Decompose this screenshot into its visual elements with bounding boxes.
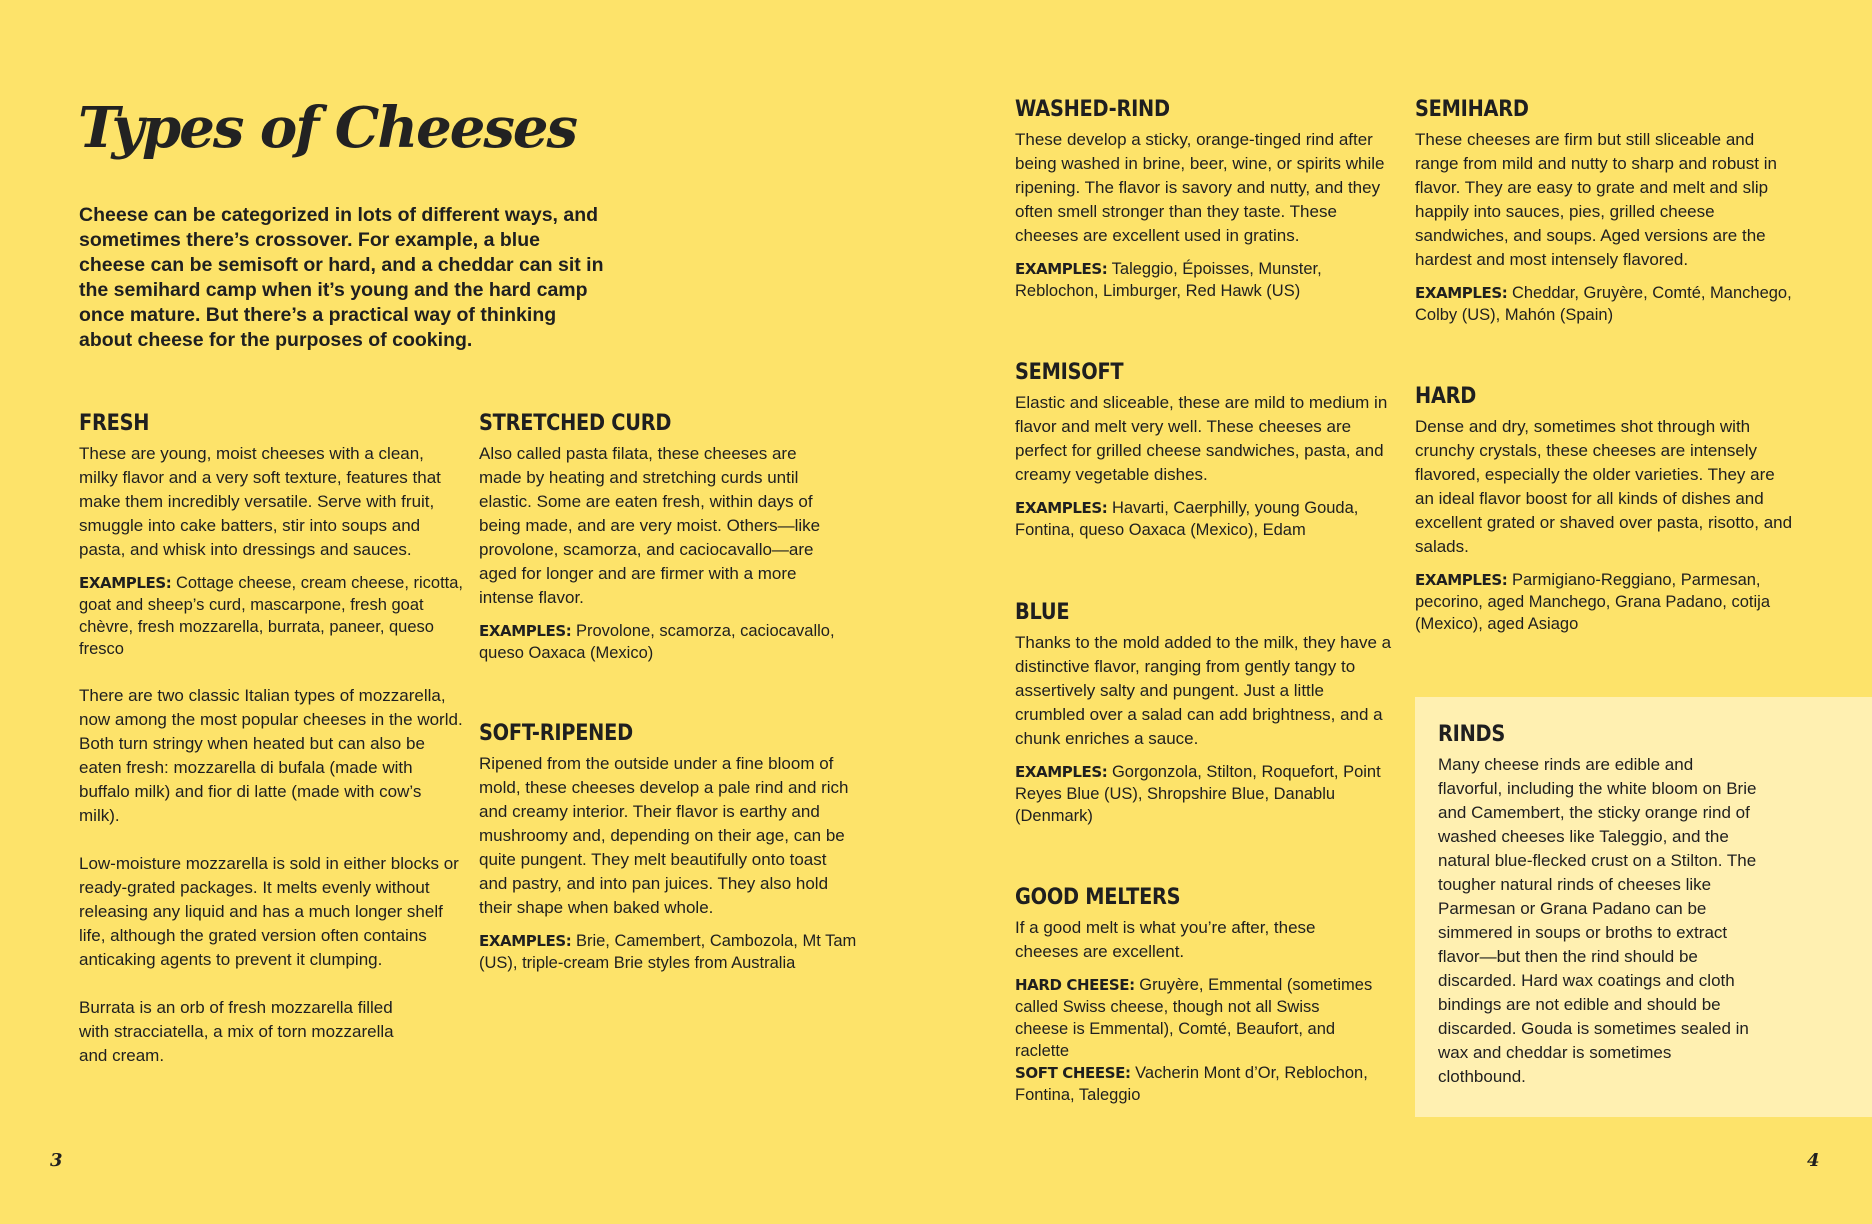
fresh-paragraph-mozzarella: There are two classic Italian types of mozzarella, now among the most popular cheeses in the world. Both turn stringy when heated but can also be eaten fresh: mozzarella di bufala (made with buffalo milk) and fior di latte (made with cow’s milk). bbox=[79, 686, 463, 825]
section-semihard bbox=[1415, 97, 1795, 326]
section-body: Ripened from the outside under a fine bloom of mold, these cheeses develop a pale rind and rich and creamy interior. Their flavor is earthy and mushroomy and, depending on their age, can be quite pungent. They melt beautifully onto toast and pastry, and into pan juices. They also hold their shape when baked whole. bbox=[479, 754, 849, 917]
rinds-body: Many cheese rinds are edible and flavorful, including the white bloom on Brie and Camembert, the sticky orange rind of washed cheeses like Taleggio, and the natural blue-flecked crust on a Stilton. The tougher natural rinds of cheeses like Parmesan or Grana Padano can be simmered in soups or broths to extract flavor—but then the rind should be discarded. Hard wax coatings and cloth bindings are not edible and should be discarded. Gouda is sometimes sealed in wax and cheddar is sometimes clothbound. bbox=[1438, 755, 1757, 1086]
section-examples: EXAMPLES: Provolone, scamorza, caciocavallo, queso Oaxaca (Mexico) bbox=[479, 622, 835, 662]
section-body: These are young, moist cheeses with a clean, milky flavor and a very soft texture, features that make them incredibly versatile. Serve with fruit, smuggle into cake batters, stir into soups and pasta, and whisk into dressings and sauces. bbox=[79, 444, 441, 559]
section-stretched-curd bbox=[479, 411, 859, 664]
section-examples: EXAMPLES: Gorgonzola, Stilton, Roquefort, Point Reyes Blue (US), Shropshire Blue, Danablu (Denmark) bbox=[1015, 763, 1381, 825]
section-examples: EXAMPLES: Cottage cheese, cream cheese, ricotta, goat and sheep’s curd, mascarpone, fresh goat chèvre, fresh mozzarella, burrata, paneer, queso fresco bbox=[79, 574, 464, 658]
section-soft-ripened bbox=[479, 721, 859, 974]
section-examples: EXAMPLES: Taleggio, Époisses, Munster, Reblochon, Limburger, Red Hawk (US) bbox=[1015, 260, 1322, 300]
section-heading: STRETCHED CURD bbox=[479, 411, 672, 436]
section-heading: BLUE bbox=[1015, 600, 1070, 625]
section-heading: SOFT-RIPENED bbox=[479, 721, 633, 746]
section-heading: SEMISOFT bbox=[1015, 360, 1124, 385]
section-blue bbox=[1015, 600, 1395, 827]
section-fresh bbox=[79, 411, 464, 1068]
soft-cheese-list: SOFT CHEESE: Vacherin Mont d’Or, Reblochon, Fontina, Taleggio bbox=[1015, 1064, 1368, 1104]
section-good-melters bbox=[1015, 885, 1375, 1106]
section-body: Thanks to the mold added to the milk, they have a distinctive flavor, ranging from gently tangy to assertively salty and pungent. Just a little crumbled over a salad can add brightness, and a chunk enriches a sauce. bbox=[1015, 633, 1392, 748]
section-heading: SEMIHARD bbox=[1415, 97, 1529, 122]
section-examples: EXAMPLES: Brie, Camembert, Cambozola, Mt Tam (US), triple-cream Brie styles from Australia bbox=[479, 932, 857, 972]
section-heading: WASHED-RIND bbox=[1015, 97, 1170, 122]
rinds-callout bbox=[1415, 697, 1872, 1117]
section-body: If a good melt is what you’re after, these cheeses are excellent. bbox=[1015, 918, 1316, 961]
hard-cheese-list: HARD CHEESE: Gruyère, Emmental (sometimes called Swiss cheese, though not all Swiss cheese is Emmental), Comté, Beaufort, and raclette bbox=[1015, 976, 1373, 1060]
section-examples: EXAMPLES: Cheddar, Gruyère, Comté, Manchego, Colby (US), Mahón (Spain) bbox=[1415, 284, 1792, 324]
section-body: These cheeses are firm but still sliceable and range from mild and nutty to sharp and robust in flavor. They are easy to grate and melt and slip happily into sauces, pies, grilled cheese sandwiches, and soups. Aged versions are the hardest and most intensely flavored. bbox=[1415, 130, 1777, 269]
section-body: Dense and dry, sometimes shot through with crunchy crystals, these cheeses are intensely flavored, especially the older varieties. They are an ideal flavor boost for all kinds of dishes and excellent grated or shaved over pasta, risotto, and salads. bbox=[1415, 417, 1793, 556]
section-body: Elastic and sliceable, these are mild to medium in flavor and melt very well. These cheeses are perfect for grilled cheese sandwiches, pasta, and creamy vegetable dishes. bbox=[1015, 393, 1388, 484]
section-heading: HARD bbox=[1415, 384, 1477, 409]
section-examples: EXAMPLES: Havarti, Caerphilly, young Gouda, Fontina, queso Oaxaca (Mexico), Edam bbox=[1015, 499, 1359, 539]
examples-label: EXAMPLES: bbox=[79, 574, 172, 592]
section-heading: RINDS bbox=[1438, 722, 1506, 747]
fresh-paragraph-low-moisture: Low-moisture mozzarella is sold in either blocks or ready-grated packages. It melts evenly without releasing any liquid and has a much longer shelf life, although the grated version often contains anticaking agents to prevent it clumping. bbox=[79, 854, 459, 969]
page-number-left: 3 bbox=[50, 1150, 63, 1171]
section-semisoft bbox=[1015, 360, 1395, 541]
section-washed-rind bbox=[1015, 97, 1395, 302]
intro-paragraph: Cheese can be categorized in lots of different ways, and sometimes there’s crossover. For example, a blue cheese can be semisoft or hard, and a cheddar can sit in the semihard camp when it’s young and the hard camp once mature. But there’s a practical way of thinking about cheese for the purposes of cooking. bbox=[79, 204, 604, 351]
section-heading: GOOD MELTERS bbox=[1015, 885, 1181, 910]
section-examples: EXAMPLES: Parmigiano-Reggiano, Parmesan, pecorino, aged Manchego, Grana Padano, cotija (Mexico), aged Asiago bbox=[1415, 571, 1770, 633]
page-title: Types of Cheeses bbox=[78, 95, 577, 161]
section-body: Also called pasta filata, these cheeses are made by heating and stretching curds until elastic. Some are eaten fresh, within days of being made, and are very moist. Others—like provolone, scamorza, and caciocavallo—are aged for longer and are firmer with a more intense flavor. bbox=[479, 444, 821, 607]
section-hard bbox=[1415, 384, 1795, 635]
section-heading: FRESH bbox=[79, 411, 150, 436]
fresh-paragraph-burrata: Burrata is an orb of fresh mozzarella filled with stracciatella, a mix of torn mozzarella and cream. bbox=[79, 998, 394, 1065]
page-number-right: 4 bbox=[1807, 1150, 1820, 1171]
section-body: These develop a sticky, orange-tinged rind after being washed in brine, beer, wine, or spirits while ripening. The flavor is savory and nutty, and they often smell stronger than they taste. These cheeses are excellent used in gratins. bbox=[1015, 130, 1385, 245]
